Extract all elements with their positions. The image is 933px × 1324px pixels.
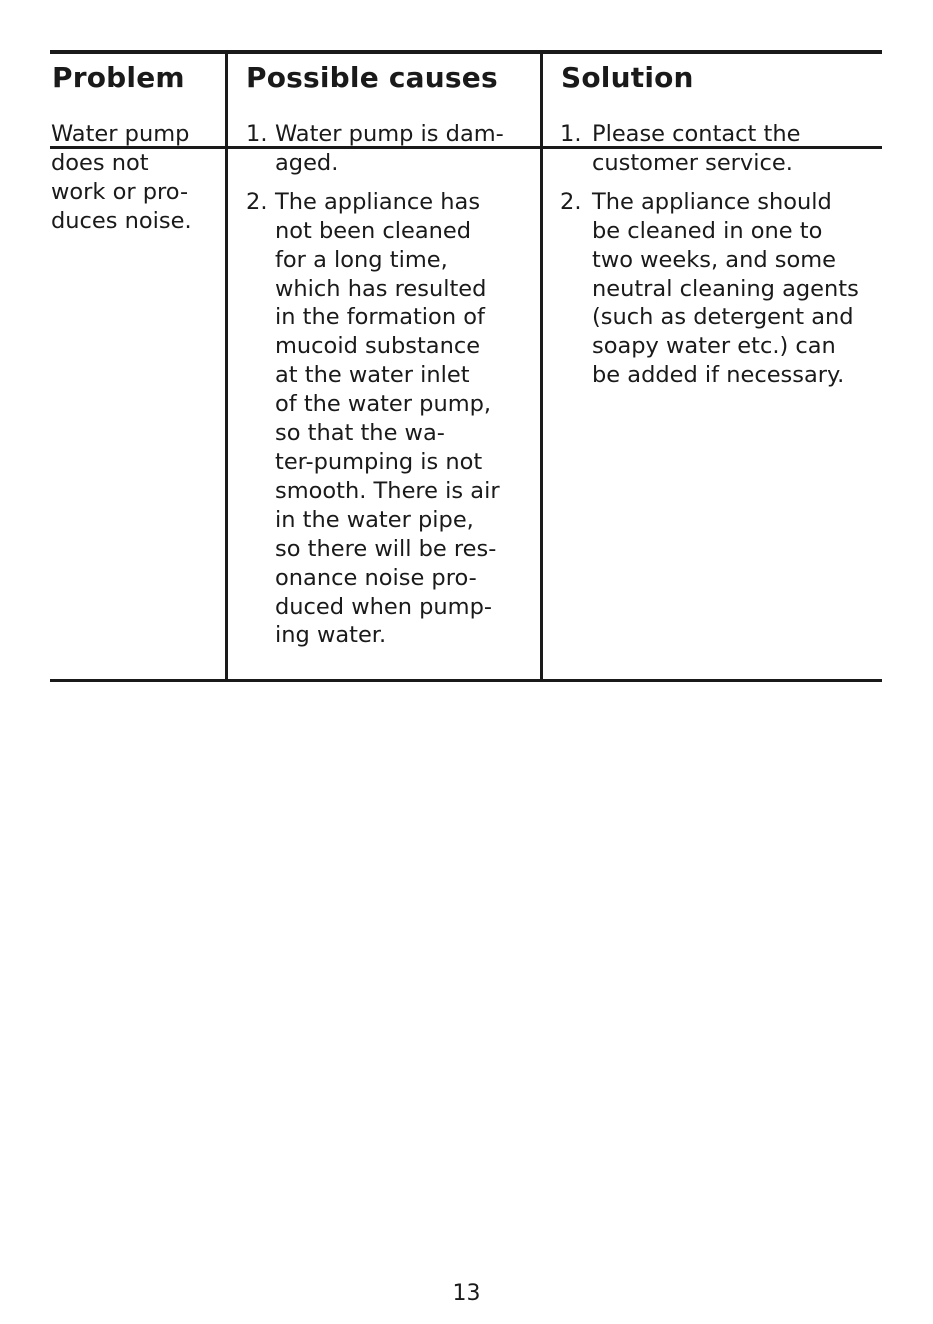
solution-number: 2.: [560, 188, 582, 215]
solution-item-2: [560, 188, 859, 390]
cause-line: onance noise pro-: [275, 564, 477, 591]
solution-item-1: [560, 120, 859, 178]
problem-line: does not: [51, 149, 149, 176]
solution-line: The appliance should: [592, 188, 832, 215]
cause-line: smooth. There is air: [275, 477, 500, 504]
cause-line: for a long time,: [275, 246, 448, 273]
cause-line: ter-pumping is not: [275, 448, 483, 475]
solution-line: two weeks, and some: [592, 246, 837, 273]
troubleshooting-table: [50, 50, 882, 682]
cause-line: ing water.: [275, 622, 387, 649]
cause-line: which has resulted: [275, 275, 487, 302]
cause-line: of the water pump,: [275, 391, 492, 418]
cause-line: so there will be res-: [275, 535, 497, 562]
column-divider-1: [225, 52, 228, 682]
solution-cell: [560, 120, 859, 390]
header-problem: Problem: [52, 61, 185, 94]
cause-line: not been cleaned: [275, 217, 472, 244]
solution-line: soapy water etc.) can: [592, 333, 836, 360]
cause-number: 2.: [246, 188, 268, 215]
cause-item-1: [246, 120, 504, 178]
solution-line: be added if necessary.: [592, 362, 845, 389]
cause-line: in the water pipe,: [275, 506, 474, 533]
cause-line: The appliance has: [275, 188, 481, 215]
solution-line: (such as detergent and: [592, 304, 854, 331]
problem-line: Water pump: [51, 121, 190, 147]
causes-cell: [246, 120, 504, 650]
table-bottom-rule: [50, 679, 882, 682]
solution-line: neutral cleaning agents: [592, 275, 859, 302]
cause-item-2: [246, 188, 504, 651]
solution-line: Please contact the: [592, 121, 801, 147]
problem-line: duces noise.: [51, 207, 192, 234]
solution-line: be cleaned in one to: [592, 217, 823, 244]
cause-line: duced when pump-: [275, 593, 492, 620]
problem-line: work or pro-: [51, 178, 189, 205]
cause-line: mucoid substance: [275, 333, 481, 360]
cause-line: at the water inlet: [275, 362, 470, 389]
solution-number: 1.: [560, 121, 582, 147]
header-possible-causes: Possible causes: [246, 61, 498, 94]
column-divider-2: [540, 52, 543, 682]
cause-line: Water pump is dam-: [275, 121, 504, 147]
cause-line: in the formation of: [275, 304, 485, 331]
cause-number: 1.: [246, 121, 268, 147]
cause-line: so that the wa-: [275, 420, 445, 447]
header-solution: Solution: [561, 61, 694, 94]
problem-cell: [51, 120, 192, 236]
cause-line: aged.: [275, 149, 339, 176]
solution-line: customer service.: [592, 149, 793, 176]
page-number: 13: [452, 1281, 481, 1306]
